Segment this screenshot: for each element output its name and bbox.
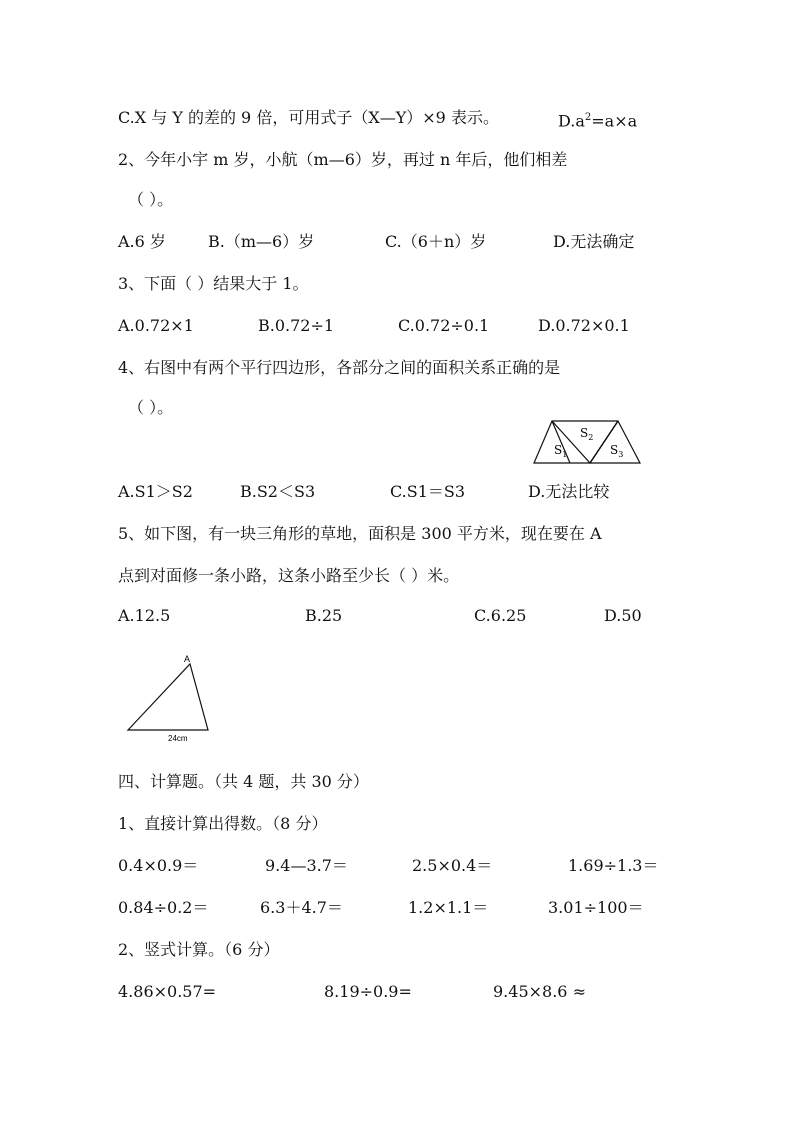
q4-option-c: C.S1＝S3 [390, 482, 466, 501]
calc-item: 2.5×0.4＝ [412, 856, 493, 875]
q2-option-b: B.（m—6）岁 [208, 232, 315, 251]
q4-parallelogram-figure [530, 418, 644, 468]
q4-option-b: B.S2＜S3 [240, 482, 316, 501]
q5-option-c: C.6.25 [474, 606, 527, 625]
q2-option-d: D.无法确定 [553, 232, 635, 251]
calc-item: 3.01÷100＝ [548, 898, 644, 917]
q4-stem: 4、右图中有两个平行四边形，各部分之间的面积关系正确的是 [118, 358, 561, 377]
q5-option-a: A.12.5 [118, 606, 171, 625]
q3-option-c: C.0.72÷0.1 [398, 316, 490, 335]
vertical-calc-item: 4.86×0.57= [118, 982, 217, 1001]
q4-option-d: D.无法比较 [528, 482, 610, 501]
section4-part2-title: 2、竖式计算。（6 分） [118, 940, 280, 959]
q1-option-d-sup: 2 [584, 112, 592, 123]
q1-option-c: C.X 与 Y 的差的 9 倍，可用式子（X—Y）×9 表示。 [118, 108, 499, 127]
q3-option-a: A.0.72×1 [118, 316, 194, 335]
q5-base-label: 24cm [168, 734, 188, 743]
calc-item: 1.69÷1.3＝ [568, 856, 659, 875]
q4-label-s3: $S_3$ [610, 443, 624, 459]
q5-stem-line2: 点到对面修一条小路，这条小路至少长（ ）米。 [118, 566, 460, 585]
q5-vertex-label: A [184, 654, 191, 664]
q2-option-a: A.6 岁 [118, 232, 166, 251]
q2-option-c: C.（6＋n）岁 [385, 232, 487, 251]
calc-item: 0.84÷0.2＝ [118, 898, 209, 917]
q3-option-b: B.0.72÷1 [258, 316, 335, 335]
q3-option-d: D.0.72×0.1 [538, 316, 630, 335]
q3-stem: 3、下面（ ）结果大于 1。 [118, 274, 309, 293]
vertical-calc-item: 8.19÷0.9= [324, 982, 412, 1001]
section4-part1-title: 1、直接计算出得数。（8 分） [118, 814, 328, 833]
vertical-calc-item: 9.45×8.6 ≈ [493, 982, 586, 1001]
q4-label-s1: $S_1$ [554, 443, 568, 459]
q5-stem-line1: 5、如下图，有一块三角形的草地，面积是 300 平方米，现在要在 A [118, 524, 602, 543]
q5-option-b: B.25 [305, 606, 343, 625]
q2-blank: （ ）。 [128, 190, 174, 209]
q1-option-d-suffix: =a×a [591, 111, 638, 131]
calc-item: 9.4—3.7＝ [265, 856, 348, 875]
q1-option-d-prefix: D.a [558, 111, 585, 131]
q2-stem: 2、今年小宇 m 岁，小航（m—6）岁，再过 n 年后，他们相差 [118, 150, 568, 169]
q5-triangle-figure [120, 652, 220, 744]
q4-blank: （ ）。 [128, 398, 174, 417]
calc-item: 6.3＋4.7＝ [260, 898, 343, 917]
q4-option-a: A.S1＞S2 [118, 482, 193, 501]
q1-option-line [118, 108, 499, 128]
section4-title: 四、计算题。（共 4 题，共 30 分） [118, 772, 369, 791]
calc-item: 0.4×0.9＝ [118, 856, 199, 875]
q4-label-s2: $S_2$ [580, 426, 594, 442]
q1-option-d [558, 108, 637, 131]
q5-option-d: D.50 [604, 606, 642, 625]
calc-item: 1.2×1.1＝ [408, 898, 489, 917]
